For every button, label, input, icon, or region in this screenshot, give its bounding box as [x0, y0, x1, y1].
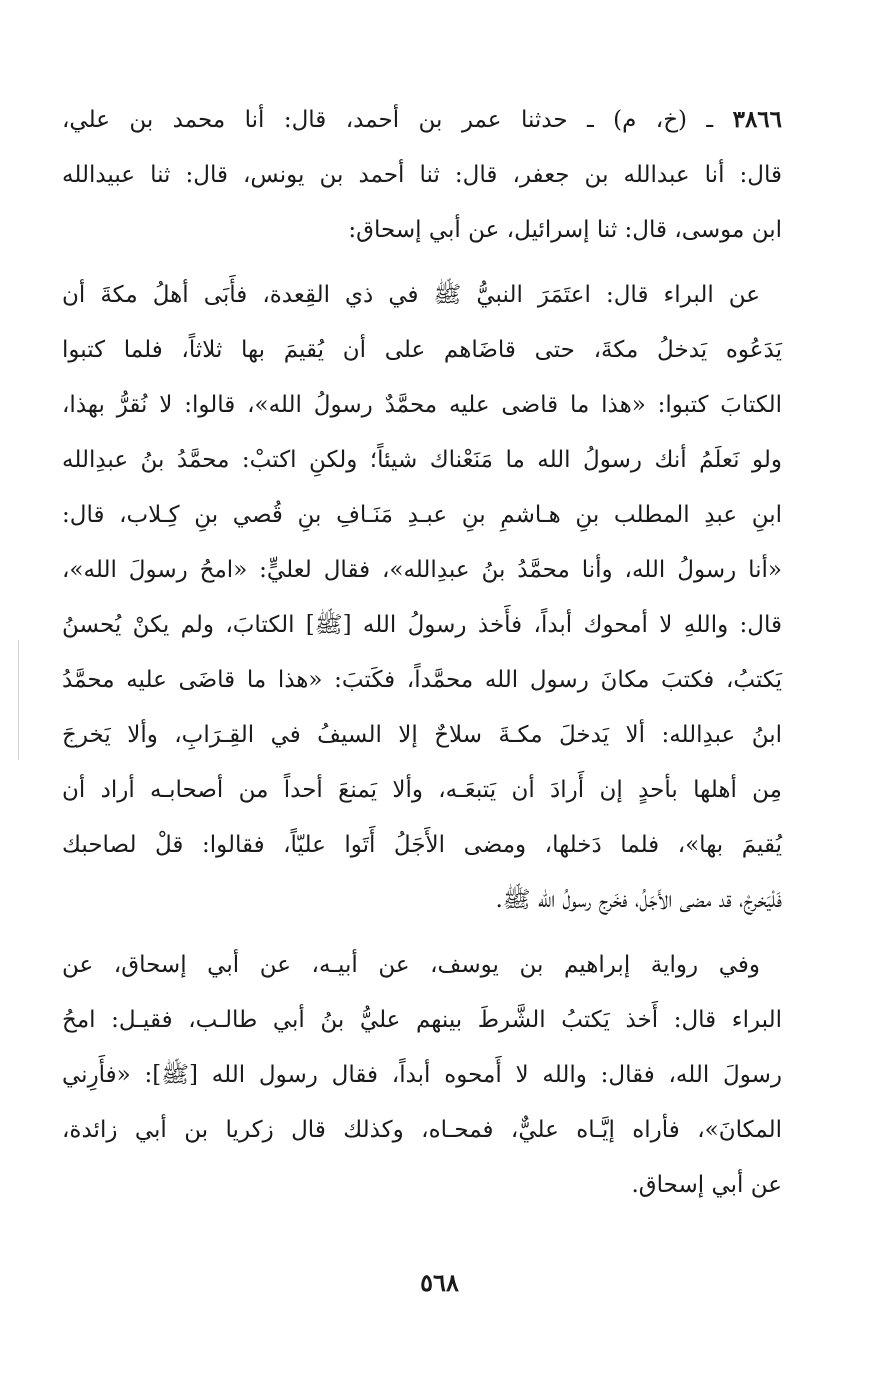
matn-line-12: فَلْيَخرجْ، قد مضى الأَجَلُ، فخَرج رسولُ الله ﷺ.	[495, 887, 782, 913]
hadith-number: ٣٨٦٦	[732, 106, 783, 133]
matn-line-8: يَكتبُ، فكتبَ مكانَ رسول الله محمَّداً، فكَتبَ: «هذا ما قاضَى عليه محمَّدُ	[62, 667, 782, 693]
riwaya-line-3: رسولَ الله، فقال: والله لا أَمحوه أبداً، فقال رسول الله [ﷺ]: «فأَرِني	[62, 1062, 782, 1088]
matn-line-10: مِن أهلها بأحدٍ إن أَرادَ أن يَتبعَـه، وألا يَمنعَ أحداً من أصحابـه أراد أن	[62, 777, 782, 803]
matn-line-6: «أنا رسولُ الله، وأنا محمَّدُ بنُ عبدِالله»، فقال لعليٍّ: «امحُ رسولَ الله»،	[62, 557, 782, 583]
matn-line-3: الكتابَ كتبوا: «هذا ما قاضى عليه محمَّدٌ رسولُ الله»، قالوا: لا نُقرُّ بهذا،	[62, 392, 782, 418]
isnad-line-3: ابن موسى، قال: ثنا إسرائيل، عن أبي إسحاق:	[348, 217, 782, 243]
page-number: ٥٦٨	[420, 1268, 459, 1297]
riwaya-line-1: وفي رواية إبراهيم بن يوسف، عن أبيـه، عن أبي إسحاق، عن	[62, 952, 760, 978]
isnad-line-2: قال: أنا عبدالله بن جعفر، قال: ثنا أحمد بن يونس، قال: ثنا عبيدالله	[62, 162, 782, 188]
matn-line-1: عن البراء قال: اعتَمَرَ النبيُّ ﷺ في ذي القِعدة، فأَبَى أهلُ مكةَ أن	[62, 282, 760, 308]
riwaya-line-5: عن أبي إسحاق.	[631, 1172, 782, 1198]
matn-paragraph	[62, 268, 782, 928]
matn-line-4: ولو نَعلَمُ أنك رسولُ الله ما مَنَعْناك شيئاً؛ ولكنِ اكتبْ: محمَّدُ بنُ عبدِالله	[62, 447, 782, 473]
page-body	[62, 92, 782, 1213]
isnad-line-1	[62, 92, 782, 148]
riwaya-line-2: البراء قال: أَخذ يَكتبُ الشَّرطَ بينهم عليُّ بنُ أبي طالـب، فقيـل: امحُ	[62, 1007, 782, 1033]
riwaya-line-4: المكانَ»، فأراه إيَّـاه عليٌّ، فمحـاه، وكذلك قال زكريا بن أبي زائدة،	[62, 1117, 782, 1143]
matn-line-9: ابنُ عبدِالله: ألا يَدخلَ مكـةَ سلاحٌ إلا السيفُ في القِـرَابِ، وألا يَخرجَ	[62, 722, 782, 748]
matn-line-7: قال: واللهِ لا أمحوك أبداً، فأَخذ رسولُ الله [ﷺ] الكتابَ، ولم يكنْ يُحسنُ	[62, 612, 782, 638]
riwaya-paragraph	[62, 938, 782, 1213]
matn-line-5: ابنِ عبدِ المطلب بنِ هـاشمِ بنِ عبـدِ مَنَـافِ بنِ قُصي بنِ كِـلاب، قال:	[62, 502, 782, 528]
margin-rule	[18, 640, 19, 760]
matn-line-11: يُقيمَ بها»، فلما دَخلها، ومضى الأَجَلُ أَتَوا عليّاً، فقالوا: قلْ لصاحبك	[62, 832, 782, 858]
isnad-paragraph	[62, 92, 782, 258]
matn-line-2: يَدَعُوه يَدخلُ مكةَ، حتى قاضَاهم على أن يُقيمَ بها ثلاثاً، فلما كتبوا	[62, 337, 782, 363]
isnad-line-1-text: ـ (خ، م) ـ حدثنا عمر بن أحمد، قال: أنا محمد بن علي،	[62, 107, 714, 133]
